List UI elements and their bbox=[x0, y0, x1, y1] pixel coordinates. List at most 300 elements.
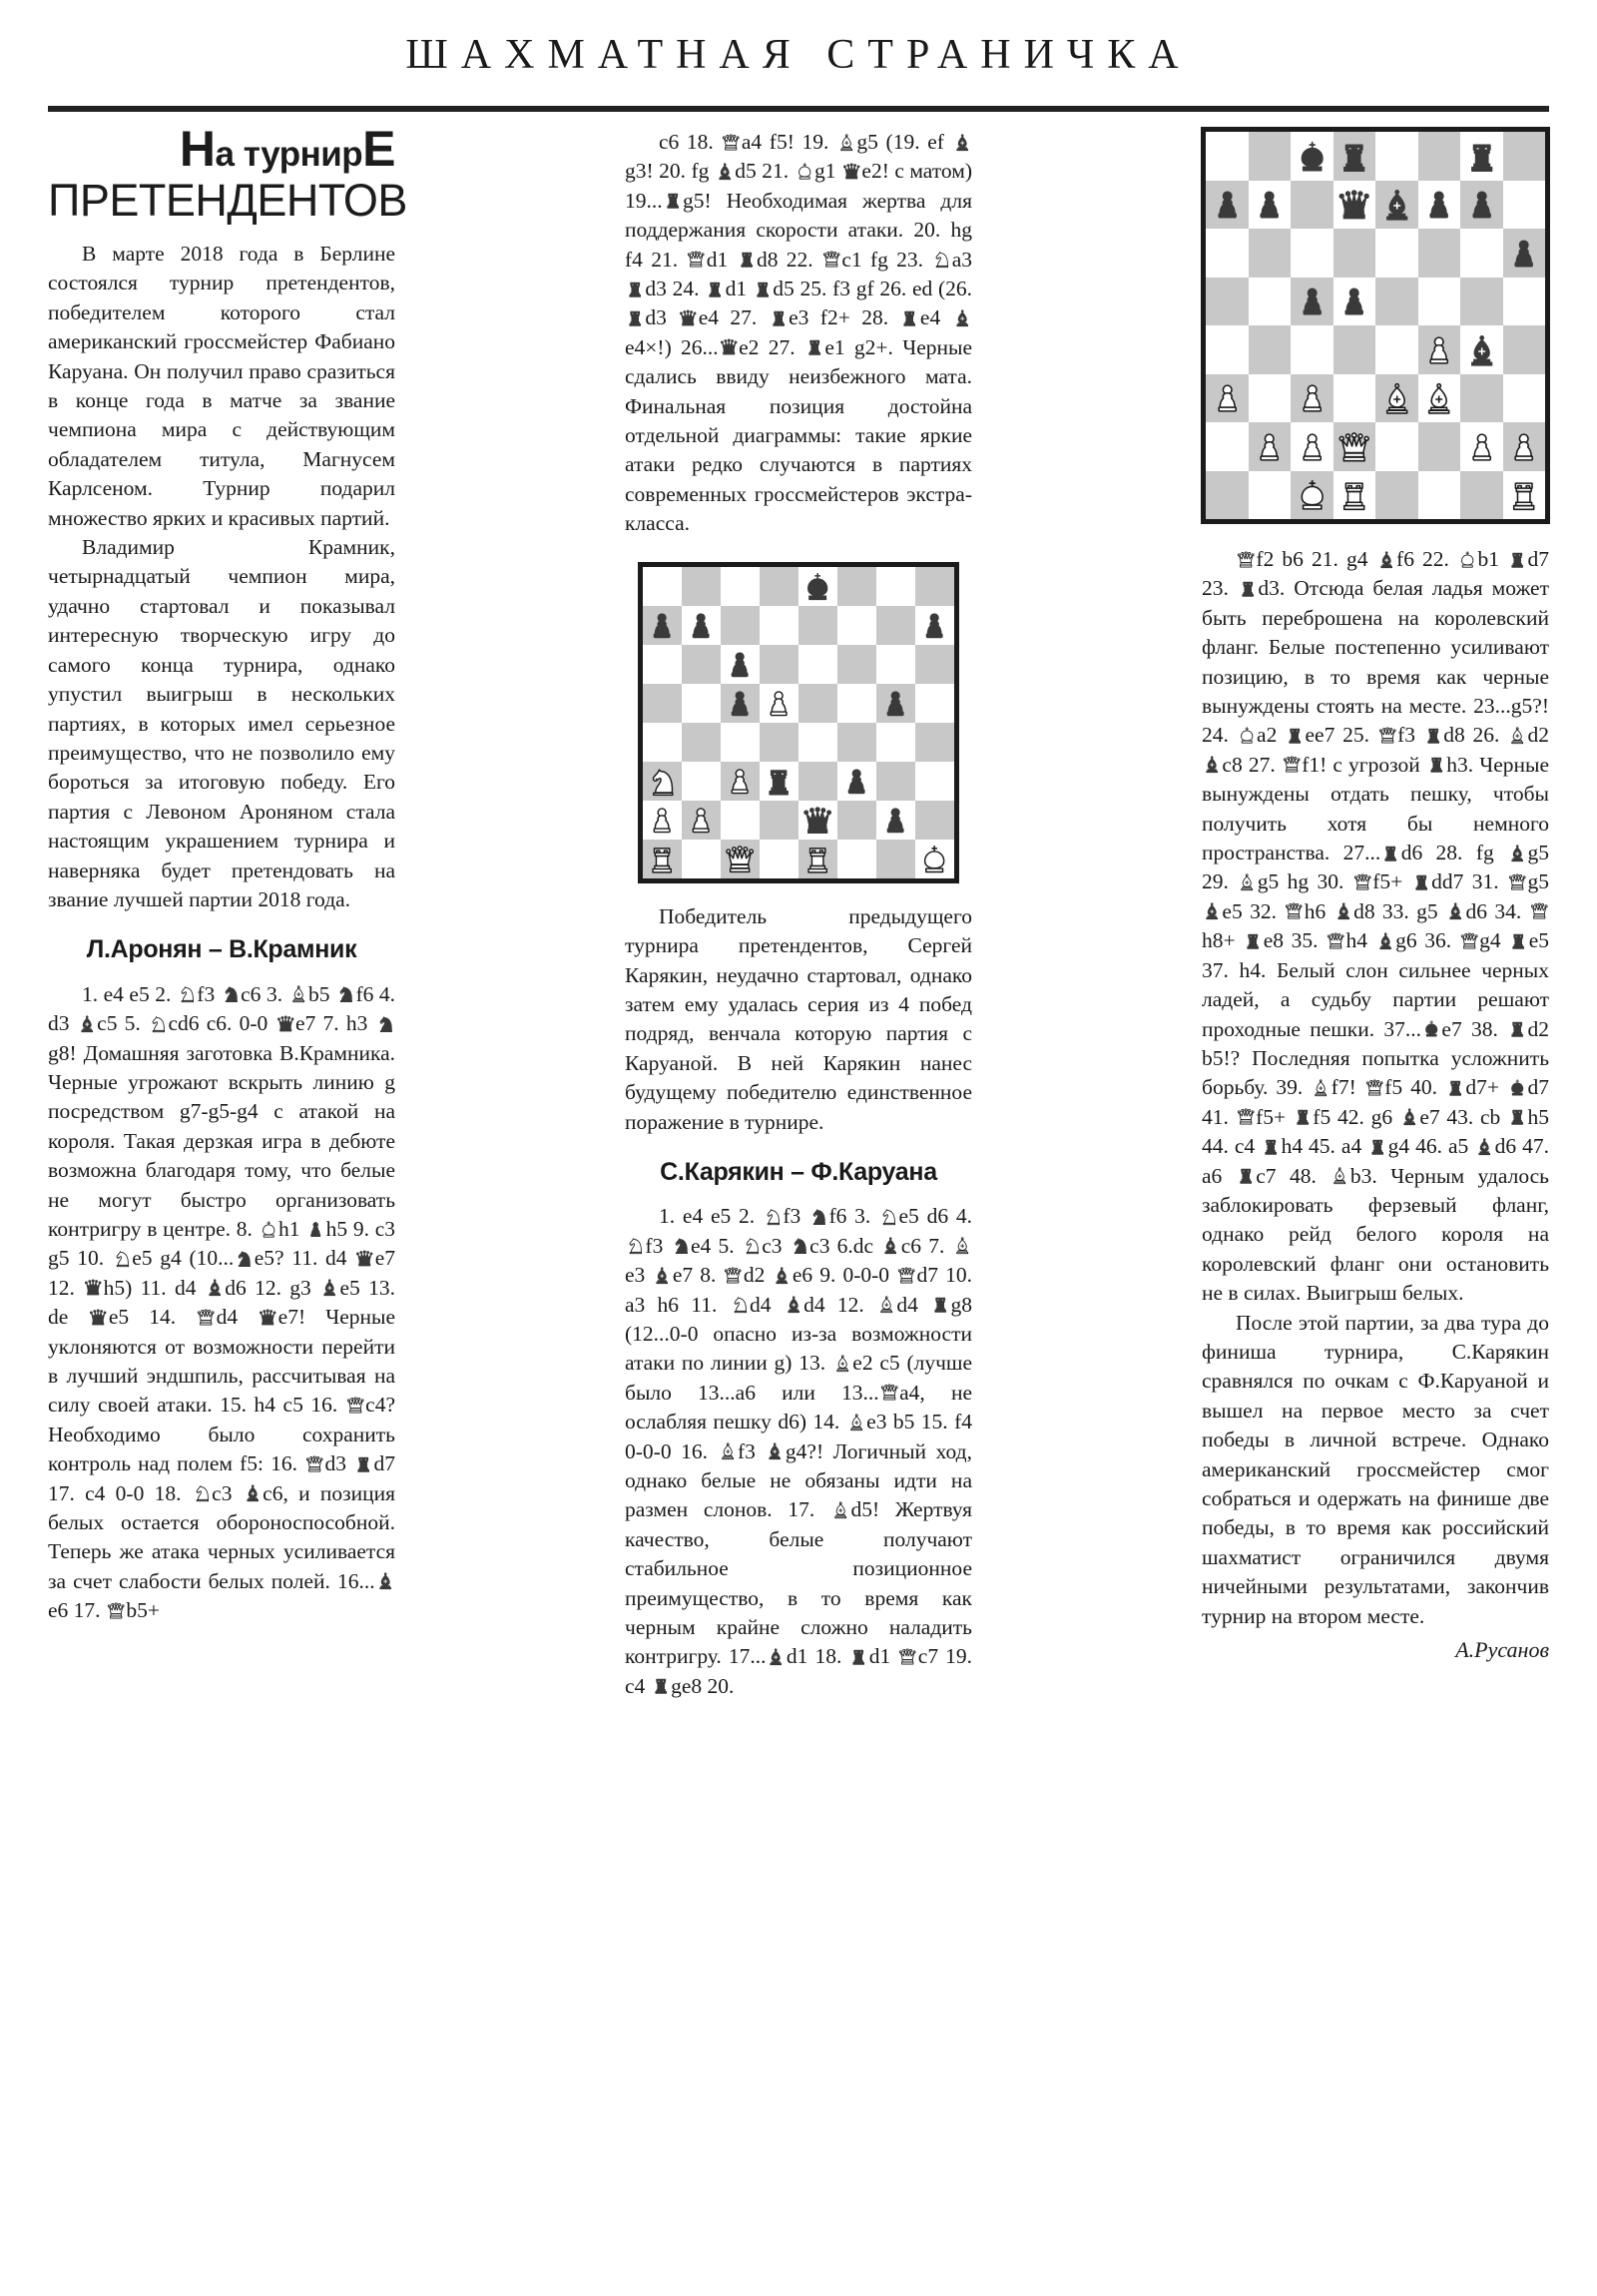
paragraph: Победитель предыдущего турнира претендентов, Сергей Карякин, неудачно стартовал, однако затем ему удалась серия из 4 побед подряд, венчала которую партия с Каруаной. В ней Карякин нанес будущему победителю единственное поражение в турнире. bbox=[625, 903, 972, 1134]
figurine-wq bbox=[896, 1265, 916, 1285]
square-empty bbox=[837, 684, 876, 723]
square-piece-bp bbox=[876, 684, 915, 723]
square-empty bbox=[915, 801, 954, 840]
piece-wq bbox=[1335, 425, 1372, 468]
figurine-bq bbox=[275, 1013, 295, 1033]
square-empty bbox=[1460, 278, 1503, 326]
game-heading-karjakin-caruana: С.Карякин – Ф.Каруана bbox=[660, 1157, 937, 1186]
headline-line-1 bbox=[48, 121, 395, 177]
figurine-wn bbox=[148, 1013, 168, 1033]
square-empty bbox=[1503, 132, 1546, 181]
figurine-wk bbox=[1237, 725, 1257, 745]
square-piece-bp bbox=[915, 606, 954, 645]
figurine-bb bbox=[1375, 930, 1395, 950]
figurine-bb bbox=[243, 1482, 263, 1502]
square-empty bbox=[1249, 374, 1292, 423]
figurine-wk bbox=[259, 1219, 278, 1239]
square-empty bbox=[721, 801, 760, 840]
square-piece-wp bbox=[682, 801, 721, 840]
square-empty bbox=[1249, 278, 1292, 326]
figurine-bb bbox=[1399, 1106, 1419, 1126]
figurine-wb bbox=[952, 1235, 972, 1255]
figurine-wn bbox=[192, 1482, 212, 1502]
square-piece-wb bbox=[1418, 374, 1461, 423]
move-list-continued: c6 18. a4 f5! 19. g5 (19. ef g3! 20. fg d5 21. g1 e2! с матом) 19... g5! Необходимая жертва для поддержания скорости атаки. 20. hg f4 21. d1 d8 22. c1 fg 23. a3 d3 24. d1 d5 25. f3 gf 26. ed (26. d3 e4 27. e3 f2+ 28. e4 e4×!) 26... e2 27. e1 g2+. Черные сдались ввиду неизбежного мата. Финальная позиция достойна отдельной диаграммы: такие яркие атаки редко случаются в партиях современных гроссмейстеров экстра-класса. bbox=[625, 130, 973, 536]
piece-wr bbox=[800, 842, 834, 875]
page-title: ШАХМАТНАЯ СТРАНИЧКА bbox=[405, 32, 1192, 78]
square-piece-bk bbox=[798, 567, 837, 606]
piece-br bbox=[762, 764, 796, 798]
figurine-br bbox=[625, 279, 645, 298]
figurine-bq bbox=[678, 307, 698, 327]
figurine-wb bbox=[1330, 1165, 1349, 1185]
figurine-wb bbox=[846, 1412, 866, 1432]
square-empty bbox=[1249, 471, 1292, 520]
square-empty bbox=[1206, 471, 1249, 520]
figurine-wq bbox=[1284, 900, 1304, 920]
figurine-br bbox=[804, 336, 824, 356]
square-empty bbox=[1460, 229, 1503, 278]
square-piece-bp bbox=[682, 606, 721, 645]
square-empty bbox=[837, 723, 876, 762]
square-empty bbox=[721, 723, 760, 762]
chess-diagram-aronian-kramnik bbox=[639, 563, 958, 882]
headline-lower: а турнир bbox=[215, 135, 363, 174]
square-empty bbox=[1418, 471, 1461, 520]
square-empty bbox=[1375, 229, 1418, 278]
square-empty bbox=[1375, 422, 1418, 471]
figurine-wq bbox=[1459, 930, 1479, 950]
square-empty bbox=[643, 684, 682, 723]
figurine-wb bbox=[832, 1353, 852, 1373]
square-empty bbox=[798, 684, 837, 723]
figurine-wq bbox=[821, 249, 841, 269]
figurine-wq bbox=[345, 1395, 365, 1415]
figurine-bb bbox=[784, 1294, 803, 1314]
piece-bp bbox=[645, 608, 679, 642]
square-empty bbox=[1249, 132, 1292, 181]
piece-wp bbox=[1294, 376, 1331, 419]
figurine-bn bbox=[234, 1248, 254, 1268]
piece-bk bbox=[1294, 135, 1331, 178]
piece-bp bbox=[917, 608, 951, 642]
square-empty bbox=[643, 723, 682, 762]
masthead-divider bbox=[48, 106, 1549, 112]
square-empty bbox=[1206, 422, 1249, 471]
figurine-bb bbox=[952, 132, 972, 152]
square-empty bbox=[1375, 325, 1418, 374]
square-empty bbox=[798, 762, 837, 801]
figurine-bb bbox=[1474, 1136, 1494, 1156]
square-empty bbox=[721, 567, 760, 606]
move-list-karjakin-caruana: 1. e4 e5 2. f3 f6 3. e5 d6 4. f3 e4 5. c3 c3 6.dc c6 7. e3 e7 8. d2 e6 9. 0-0-0 d7 10. a3 h6 11. d4 d4 12. d4 g8 (12...0-0 опасно из-за возможности атаки по линии g) 13. e2 c5 (лучше было 13...a6 или 13... a4, не ослабляя пешку d6) 14. e3 b5 15. f4 0-0-0 16. f3 g4?! Логичный ход, однако белые не обязаны идти на размен слонов. 17. d5! Жертвуя качество, белые получают стабильное позиционное преимущество, в то время как черным крайне сложно наладить контригру. 17... d1 18. d1 c7 19. c4 ge8 20. bbox=[625, 1204, 973, 1698]
square-empty bbox=[1333, 229, 1376, 278]
figurine-br bbox=[930, 1294, 950, 1314]
square-empty bbox=[1503, 181, 1546, 230]
square-piece-wr bbox=[1503, 471, 1546, 520]
square-piece-wp bbox=[721, 762, 760, 801]
diagram-mid-wrapper bbox=[625, 563, 972, 882]
headline-cap-end: Е bbox=[362, 121, 395, 177]
square-empty bbox=[682, 723, 721, 762]
figurine-br bbox=[1445, 1077, 1465, 1097]
figurine-br bbox=[753, 279, 773, 298]
square-empty bbox=[1333, 325, 1376, 374]
piece-wk bbox=[1294, 473, 1331, 516]
square-empty bbox=[1291, 229, 1333, 278]
figurine-bb bbox=[205, 1277, 225, 1297]
figurine-bb bbox=[765, 1440, 785, 1460]
figurine-br bbox=[1380, 843, 1400, 862]
piece-wp bbox=[762, 686, 796, 720]
figurine-bb bbox=[375, 1570, 395, 1590]
square-empty bbox=[1249, 325, 1292, 374]
figurine-wb bbox=[830, 1499, 850, 1519]
paragraph: В марте 2018 года в Берлине состоялся турнир претендентов, победителем которого стал американский гроссмейстер Фабиано Каруана. Он получил право сразиться в конце года в матче за звание чемпиона мира с действующим обладателем титула, Магнусем Карлсеном. Турнир подарил множество ярких и красивых партий. bbox=[48, 242, 395, 530]
figurine-wn bbox=[112, 1248, 132, 1268]
square-empty bbox=[1460, 471, 1503, 520]
square-empty bbox=[837, 645, 876, 684]
piece-wb bbox=[1420, 376, 1457, 419]
figurine-bk bbox=[1507, 1077, 1527, 1097]
square-empty bbox=[1418, 422, 1461, 471]
square-empty bbox=[876, 840, 915, 878]
square-piece-bb bbox=[1375, 181, 1418, 230]
square-piece-wp bbox=[1503, 422, 1546, 471]
figurine-wq bbox=[304, 1453, 324, 1473]
figurine-bn bbox=[671, 1235, 691, 1255]
square-empty bbox=[837, 801, 876, 840]
piece-wk bbox=[917, 842, 951, 875]
figurine-bb bbox=[1333, 900, 1353, 920]
square-empty bbox=[1375, 278, 1418, 326]
square-empty bbox=[876, 723, 915, 762]
piece-wp bbox=[1209, 376, 1246, 419]
piece-bp bbox=[1209, 183, 1246, 226]
figurine-wq bbox=[1377, 725, 1397, 745]
square-empty bbox=[643, 567, 682, 606]
square-piece-bp bbox=[876, 801, 915, 840]
square-empty bbox=[798, 723, 837, 762]
column-one bbox=[48, 121, 407, 1626]
figurine-br bbox=[1367, 1136, 1387, 1156]
square-empty bbox=[798, 606, 837, 645]
column-two bbox=[625, 128, 972, 1701]
square-empty bbox=[682, 762, 721, 801]
figurine-bb bbox=[715, 161, 735, 181]
square-piece-wp bbox=[1206, 374, 1249, 423]
piece-bp bbox=[1505, 232, 1542, 275]
figurine-br bbox=[1411, 871, 1431, 891]
piece-bp bbox=[839, 764, 873, 798]
square-empty bbox=[1418, 278, 1461, 326]
figurine-wb bbox=[836, 132, 856, 152]
masthead bbox=[48, 34, 1549, 76]
figurine-br bbox=[1508, 930, 1528, 950]
piece-wr bbox=[645, 842, 679, 875]
square-piece-bp bbox=[1249, 181, 1292, 230]
figurine-br bbox=[899, 307, 919, 327]
figurine-wb bbox=[1311, 1077, 1331, 1097]
figurine-wb bbox=[1237, 871, 1257, 891]
figurine-bb bbox=[1202, 900, 1222, 920]
square-piece-br bbox=[1333, 132, 1376, 181]
figurine-bb bbox=[766, 1646, 786, 1666]
figurine-wq bbox=[1326, 930, 1345, 950]
piece-wp bbox=[1463, 425, 1500, 468]
square-empty bbox=[1503, 374, 1546, 423]
chess-diagram-karjakin-caruana bbox=[1202, 128, 1549, 523]
piece-bp bbox=[878, 803, 912, 837]
square-empty bbox=[760, 645, 798, 684]
square-empty bbox=[837, 567, 876, 606]
square-empty bbox=[1418, 132, 1461, 181]
square-empty bbox=[837, 840, 876, 878]
square-empty bbox=[915, 567, 954, 606]
paragraph: Владимир Крамник, четырнадцатый чемпион мира, удачно стартовал и показывал интересную творческую игру до самого конца турнира, однако упустил выигрыш в нескольких партиях, в которых имел серьезное преимущество, что не позволило ему бороться за итоговую победу. Его партия с Левоном Ароняном стала настоящим украшением турнира и наверняка будет претендовать на звание лучшей партии 2018 года. bbox=[48, 535, 395, 911]
piece-wp bbox=[645, 803, 679, 837]
figurine-wq bbox=[721, 132, 741, 152]
figurine-bb bbox=[1445, 900, 1465, 920]
figurine-bq bbox=[719, 336, 739, 356]
figurine-bb bbox=[772, 1265, 792, 1285]
square-empty bbox=[760, 567, 798, 606]
square-piece-wq bbox=[1333, 422, 1376, 471]
figurine-br bbox=[1507, 549, 1527, 569]
figurine-wk bbox=[1457, 549, 1477, 569]
figurine-bn bbox=[221, 983, 241, 1003]
square-piece-wp bbox=[1460, 422, 1503, 471]
piece-br bbox=[1335, 135, 1372, 178]
square-empty bbox=[1291, 325, 1333, 374]
square-piece-bp bbox=[1206, 181, 1249, 230]
square-empty bbox=[682, 567, 721, 606]
square-empty bbox=[915, 762, 954, 801]
square-empty bbox=[1206, 278, 1249, 326]
square-empty bbox=[760, 840, 798, 878]
figurine-br bbox=[1261, 1136, 1281, 1156]
piece-bp bbox=[1463, 183, 1500, 226]
figurine-wq bbox=[1352, 871, 1372, 891]
square-piece-bb bbox=[1460, 325, 1503, 374]
piece-bp bbox=[1294, 280, 1331, 322]
figurine-bb bbox=[77, 1013, 97, 1033]
square-piece-wk bbox=[915, 840, 954, 878]
square-empty bbox=[1206, 325, 1249, 374]
figurine-bn bbox=[375, 1013, 395, 1033]
square-piece-wr bbox=[643, 840, 682, 878]
figurine-wn bbox=[763, 1206, 783, 1226]
figurine-wq bbox=[1529, 900, 1549, 920]
square-piece-wp bbox=[1291, 422, 1333, 471]
piece-wr bbox=[1505, 473, 1542, 516]
piece-wp bbox=[1420, 328, 1457, 371]
figurine-wb bbox=[288, 983, 308, 1003]
figurine-br bbox=[1236, 1165, 1256, 1185]
figurine-br bbox=[737, 249, 757, 269]
piece-bp bbox=[1335, 280, 1372, 322]
figurine-bb bbox=[652, 1265, 672, 1285]
figurine-wq bbox=[1236, 1106, 1256, 1126]
square-piece-br bbox=[1460, 132, 1503, 181]
square-empty bbox=[1503, 278, 1546, 326]
figurine-wq bbox=[686, 249, 706, 269]
square-piece-wp bbox=[643, 801, 682, 840]
square-empty bbox=[915, 645, 954, 684]
square-piece-bq bbox=[798, 801, 837, 840]
figurine-bq bbox=[88, 1307, 108, 1327]
column-three bbox=[1202, 128, 1549, 1664]
square-piece-bp bbox=[1503, 229, 1546, 278]
square-empty bbox=[876, 606, 915, 645]
diagram-top-wrapper bbox=[1202, 128, 1549, 523]
square-empty bbox=[1206, 132, 1249, 181]
figurine-bn bbox=[335, 983, 355, 1003]
figurine-wb bbox=[876, 1294, 896, 1314]
figurine-wq bbox=[879, 1382, 899, 1402]
piece-bp bbox=[878, 686, 912, 720]
figurine-bb bbox=[880, 1235, 900, 1255]
square-empty bbox=[1206, 229, 1249, 278]
figurine-bn bbox=[790, 1235, 809, 1255]
piece-wb bbox=[1378, 376, 1415, 419]
square-piece-wp bbox=[1418, 325, 1461, 374]
figurine-br bbox=[353, 1453, 373, 1473]
figurine-br bbox=[1243, 930, 1263, 950]
square-empty bbox=[915, 684, 954, 723]
figurine-wn bbox=[177, 983, 197, 1003]
square-empty bbox=[1333, 374, 1376, 423]
square-piece-wk bbox=[1291, 471, 1333, 520]
square-piece-bp bbox=[1460, 181, 1503, 230]
square-empty bbox=[682, 684, 721, 723]
piece-bp bbox=[684, 608, 718, 642]
article-headline bbox=[48, 121, 407, 226]
square-piece-wr bbox=[798, 840, 837, 878]
figurine-wq bbox=[1364, 1077, 1384, 1097]
figurine-br bbox=[663, 190, 683, 210]
figurine-bb bbox=[1202, 754, 1222, 774]
author-signature: А.Русанов bbox=[1455, 1637, 1549, 1663]
piece-wp bbox=[1294, 425, 1331, 468]
piece-br bbox=[1463, 135, 1500, 178]
figurine-wq bbox=[196, 1307, 216, 1327]
piece-bp bbox=[1420, 183, 1457, 226]
square-piece-bk bbox=[1291, 132, 1333, 181]
figurine-bq bbox=[841, 161, 861, 181]
figurine-br bbox=[625, 307, 645, 327]
square-empty bbox=[1291, 181, 1333, 230]
square-empty bbox=[643, 645, 682, 684]
figurine-wq bbox=[897, 1646, 917, 1666]
figurine-bb bbox=[952, 307, 972, 327]
figurine-bn bbox=[808, 1206, 828, 1226]
square-empty bbox=[798, 645, 837, 684]
square-piece-br bbox=[760, 762, 798, 801]
piece-wq bbox=[723, 842, 757, 875]
figurine-br bbox=[1507, 1018, 1527, 1038]
square-empty bbox=[876, 762, 915, 801]
piece-bq bbox=[1335, 183, 1372, 226]
square-piece-wp bbox=[760, 684, 798, 723]
figurine-br bbox=[651, 1675, 671, 1695]
square-piece-bp bbox=[1333, 278, 1376, 326]
headline-line-2: ПРЕТЕНДЕНТОВ bbox=[48, 175, 407, 226]
figurine-br bbox=[1426, 754, 1446, 774]
figurine-bp bbox=[305, 1219, 325, 1239]
square-empty bbox=[1375, 132, 1418, 181]
figurine-wb bbox=[718, 1440, 738, 1460]
game-heading-aronian-kramnik: Л.Аронян – В.Крамник bbox=[86, 935, 357, 964]
square-piece-bp bbox=[1418, 181, 1461, 230]
figurine-br bbox=[705, 279, 725, 298]
piece-bp bbox=[1251, 183, 1288, 226]
figurine-wn bbox=[625, 1235, 645, 1255]
square-empty bbox=[721, 606, 760, 645]
square-piece-bp bbox=[643, 606, 682, 645]
figurine-wn bbox=[730, 1294, 750, 1314]
square-empty bbox=[760, 606, 798, 645]
figurine-wn bbox=[878, 1206, 898, 1226]
move-list-karjakin-caruana-continued: f2 b6 21. g4 f6 22. b1 d7 23. d3. Отсюда белая ладья может быть переброшена на королевский фланг. Белые постепенно усиливают позицию, в то время как черные вынуждены стоять на месте. 23...g5?! 24. a2 ee7 25. f3 d8 26. d2 c8 27. f1! с угрозой h3. Черные вынуждены отдать пешку, чтобы получить хотя бы немного пространства. 27... d6 28. fg g5 29. g5 hg 30. f5+ dd7 31. g5 e5 32. h6 d8 33. g5 d6 34. h8+ e8 35. h4 g6 36. g4 e5 37. h4. Белый слон сильнее черных ладей, а судьбу партии решают проходные пешки. 37... e7 38. d2 b5!? Последняя попытка усложнить борьбу. 39. f7! f5 40. d7+ d7 41. f5+ f5 42. g6 e7 43. cb h5 44. c4 h4 45. a4 g4 46. a5 d6 47. a6 c7 48. b3. Черным удалось заблокировать ферзевый фланг, однако рейд белого короля на королевский фланг они остановить не в силах. Выигрыш белых. bbox=[1202, 547, 1550, 1306]
square-piece-bp bbox=[1291, 278, 1333, 326]
square-piece-wq bbox=[721, 840, 760, 878]
square-empty bbox=[760, 801, 798, 840]
figurine-wq bbox=[723, 1265, 743, 1285]
figurine-wb bbox=[1507, 725, 1527, 745]
piece-bp bbox=[723, 647, 757, 681]
figurine-wq bbox=[106, 1600, 126, 1620]
figurine-bk bbox=[1421, 1018, 1441, 1038]
figurine-br bbox=[1423, 725, 1443, 745]
square-piece-bq bbox=[1333, 181, 1376, 230]
figurine-br bbox=[1507, 1106, 1527, 1126]
square-empty bbox=[682, 840, 721, 878]
paragraph: После этой партии, за два тура до финиша турнира, С.Карякин сравнялся по очкам с Ф.Каруаной и вышел на первое место за счет победы в личной встрече. Однако американский гроссмейстер смог собраться и одержать на финише две победы, в то время как российский шахматист ограничился двумя ничейными результатами, закончив турнир на втором месте. bbox=[1202, 1310, 1549, 1628]
square-piece-bp bbox=[837, 762, 876, 801]
figurine-wn bbox=[931, 249, 951, 269]
headline-cap: Н bbox=[179, 121, 216, 177]
piece-wn bbox=[645, 764, 679, 798]
figurine-bb bbox=[1376, 549, 1396, 569]
figurine-bq bbox=[354, 1248, 374, 1268]
square-piece-bp bbox=[721, 684, 760, 723]
piece-wr bbox=[1335, 473, 1372, 516]
square-empty bbox=[1460, 374, 1503, 423]
piece-bb bbox=[1463, 328, 1500, 371]
figurine-wk bbox=[795, 161, 814, 181]
square-empty bbox=[1249, 229, 1292, 278]
figurine-bb bbox=[1507, 843, 1527, 862]
figurine-br bbox=[1238, 578, 1258, 598]
piece-bp bbox=[723, 686, 757, 720]
square-piece-wr bbox=[1333, 471, 1376, 520]
piece-wp bbox=[1505, 425, 1542, 468]
figurine-bq bbox=[83, 1277, 103, 1297]
piece-wp bbox=[1251, 425, 1288, 468]
square-piece-wn bbox=[643, 762, 682, 801]
move-list-aronian-kramnik: 1. e4 e5 2. f3 c6 3. b5 f6 4. d3 c5 5. cd6 c6. 0-0 e7 7. h3 g8! Домашняя заготовка В.Крамника. Черные угрожают вскрыть линию g посредством g7-g5-g4 с атакой на короля. Такая дерзкая игра в дебюте возможна благодаря тому, что белые не могут быстро организовать контригру в центре. 8. h1 h5 9. c3 g5 10. e5 g4 (10... e5? 11. d4 e7 12. h5) 11. d4 d6 12. g3 e5 13. de e5 14. d4 e7! Черные уклоняются от возможности перейти в лучший эндшпиль, рассчитывая на силу своей атаки. 15. h4 c5 16. c4? Необходимо было сохранить контроль над полем f5: 16. d3 d7 17. c4 0-0 18. c3 c6, и позиция белых остается обороноспособной. Теперь же атака черных усиливается за счет слабости белых полей. 16... e6 17. b5+ bbox=[48, 981, 396, 1623]
figurine-wq bbox=[1236, 549, 1256, 569]
square-empty bbox=[876, 567, 915, 606]
figurine-wq bbox=[1282, 754, 1302, 774]
piece-wp bbox=[723, 764, 757, 798]
figurine-br bbox=[1293, 1106, 1313, 1126]
figurine-wq bbox=[1507, 871, 1527, 891]
figurine-wn bbox=[742, 1235, 762, 1255]
square-empty bbox=[837, 606, 876, 645]
figurine-br bbox=[1285, 725, 1305, 745]
